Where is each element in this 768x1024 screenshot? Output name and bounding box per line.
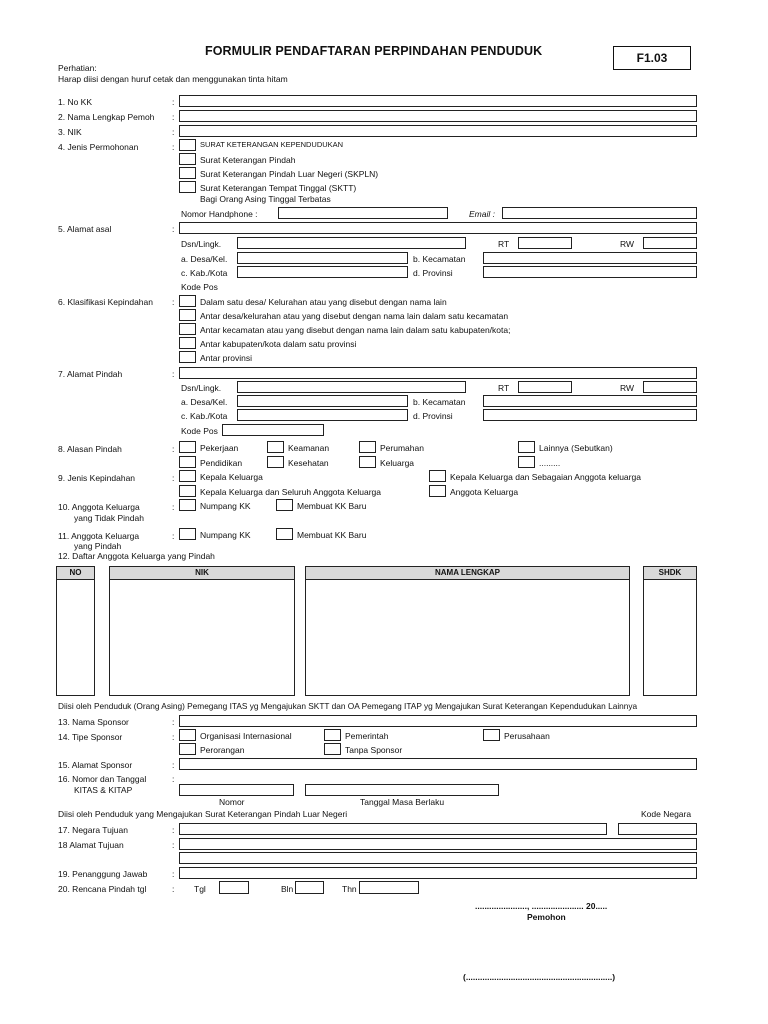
thn-label: Thn [342, 884, 357, 894]
provinsi-label: d. Provinsi [413, 268, 453, 278]
tanggal-caption: Tanggal Masa Berlaku [360, 797, 445, 807]
colon: : [172, 297, 175, 307]
dsn-label: Dsn/Lingk. [181, 383, 222, 393]
checkbox-tanpa-sponsor[interactable] [324, 743, 341, 755]
colon: : [172, 97, 175, 107]
place-date: ......................, ...................... 20..... [475, 901, 608, 911]
alamat-sponsor-label: 15. Alamat Sponsor [58, 760, 133, 770]
colon: : [172, 884, 175, 894]
kab-label: c. Kab./Kota [181, 411, 228, 421]
checkbox-antar-kabupaten[interactable] [179, 337, 196, 349]
kode-pos-input[interactable] [222, 424, 324, 436]
klasifikasi-label: 6. Klasifikasi Kepindahan [58, 297, 153, 307]
checkbox-dalam-desa[interactable] [179, 295, 196, 307]
option-label: Pendidikan [200, 458, 243, 468]
option-label: Antar desa/kelurahan atau yang disebut dengan nama lain dalam satu kecamatan [200, 311, 509, 321]
kab-label: c. Kab./Kota [181, 268, 228, 278]
option-label: Kesehatan [288, 458, 329, 468]
checkbox-pekerjaan[interactable] [179, 441, 196, 453]
option-label: Perorangan [200, 745, 245, 755]
kode-negara-input[interactable] [618, 823, 697, 835]
dsn-input[interactable] [237, 237, 466, 249]
checkbox-anggota-keluarga[interactable] [429, 485, 446, 497]
table-column-nik[interactable] [109, 580, 295, 696]
option-label: Numpang KK [200, 530, 251, 540]
no-kk-label: 1. No KK [58, 97, 93, 107]
jenis-permohonan-label: 4. Jenis Permohonan [58, 142, 139, 152]
colon: : [172, 774, 175, 784]
rt-input[interactable] [518, 237, 572, 249]
daftar-anggota-label: 12. Daftar Anggota Keluarga yang Pindah [58, 551, 215, 561]
option-label: Dalam satu desa/ Kelurahan atau yang disebut dengan nama lain [200, 297, 447, 307]
bln-input[interactable] [295, 881, 324, 894]
option-sublabel: Bagi Orang Asing Tinggal Terbatas [200, 194, 331, 204]
anggota-tidak-pindah-label-2: yang Tidak Pindah [74, 513, 144, 523]
tgl-input[interactable] [219, 881, 249, 894]
rw-label: RW [620, 239, 635, 249]
kitas-nomor-input[interactable] [179, 784, 294, 796]
option-label: Pemerintah [345, 731, 389, 741]
penanggung-jawab-label: 19. Penanggung Jawab [58, 869, 148, 879]
checkbox-kepala-sebagian[interactable] [429, 470, 446, 482]
dsn-label: Dsn/Lingk. [181, 239, 222, 249]
checkbox-numpang-kk-10[interactable] [179, 499, 196, 511]
kitas-tanggal-input[interactable] [305, 784, 499, 796]
checkbox-numpang-kk-11[interactable] [179, 528, 196, 540]
rt-label: RT [498, 239, 510, 249]
email-label: Email : [469, 209, 495, 219]
pemohon-role: Pemohon [527, 912, 566, 922]
option-dots: ......... [539, 458, 561, 468]
anggota-pindah-label-2: yang Pindah [74, 541, 122, 551]
kab-input[interactable] [237, 409, 408, 421]
alamat-asal-input[interactable] [179, 222, 697, 234]
table-header-no: NO [56, 566, 95, 580]
kecamatan-label: b. Kecamatan [413, 254, 466, 264]
signature-name-line: (..............................................................) [463, 972, 616, 982]
dsn-input[interactable] [237, 381, 466, 393]
option-label: Tanpa Sponsor [345, 745, 403, 755]
option-label: SURAT KETERANGAN KEPENDUDUKAN [200, 140, 344, 149]
table-header-shdk: SHDK [643, 566, 697, 580]
luar-negeri-note: Diisi oleh Penduduk yang Mengajukan Surat Keterangan Pindah Luar Negeri [58, 809, 348, 819]
rencana-pindah-label: 20. Rencana Pindah tgl [58, 884, 147, 894]
desa-input[interactable] [237, 252, 408, 264]
colon: : [172, 732, 175, 742]
checkbox-kepala-keluarga[interactable] [179, 470, 196, 482]
rt-label: RT [498, 383, 510, 393]
handphone-label: Nomor Handphone : [181, 209, 258, 219]
colon: : [172, 760, 175, 770]
option-label: Anggota Keluarga [450, 487, 519, 497]
checkbox-sktt[interactable] [179, 181, 196, 193]
colon: : [172, 444, 175, 454]
alamat-tujuan-input-2[interactable] [179, 852, 697, 864]
sponsor-note: Diisi oleh Penduduk (Orang Asing) Pemegang ITAS yg Mengajukan SKTT dan OA Pemegang ITAP yg Mengajukan Surat Keterangan Kependudukan Lainnya [58, 701, 638, 711]
option-label: Perusahaan [504, 731, 550, 741]
provinsi-label: d. Provinsi [413, 411, 453, 421]
kab-input[interactable] [237, 266, 408, 278]
jenis-kepindahan-label: 9. Jenis Kepindahan [58, 473, 136, 483]
alamat-sponsor-input[interactable] [179, 758, 697, 770]
nama-sponsor-label: 13. Nama Sponsor [58, 717, 129, 727]
option-label: Lainnya (Sebutkan) [539, 443, 613, 453]
nama-sponsor-input[interactable] [179, 715, 697, 727]
tgl-label: Tgl [194, 884, 206, 894]
checkbox-kepala-seluruh[interactable] [179, 485, 196, 497]
checkbox-perorangan[interactable] [179, 743, 196, 755]
email-input[interactable] [502, 207, 697, 219]
desa-label: a. Desa/Kel. [181, 397, 228, 407]
nik-input[interactable] [179, 125, 697, 137]
checkbox-pendidikan[interactable] [179, 456, 196, 468]
colon: : [172, 869, 175, 879]
nama-pemohon-label: 2. Nama Lengkap Pemoh [58, 112, 155, 122]
kode-pos-label: Kode Pos [181, 426, 218, 436]
anggota-pindah-label: 11. Anggota Keluarga [58, 531, 140, 541]
option-label: Perumahan [380, 443, 424, 453]
checkbox-lainnya[interactable] [518, 441, 535, 453]
option-label: Kepala Keluarga dan Sebagaian Anggota keluarga [450, 472, 641, 482]
checkbox-sk-pindah[interactable] [179, 153, 196, 165]
colon: : [172, 224, 175, 234]
option-label: Surat Keterangan Pindah Luar Negeri (SKPLN) [200, 169, 379, 179]
colon: : [172, 369, 175, 379]
checkbox-antar-kecamatan[interactable] [179, 323, 196, 335]
desa-input[interactable] [237, 395, 408, 407]
anggota-tidak-pindah-label: 10. Anggota Keluarga [58, 502, 140, 512]
option-label: Organisasi Internasional [200, 731, 292, 741]
nama-pemohon-input[interactable] [179, 110, 697, 122]
colon: : [172, 717, 175, 727]
kode-negara-label: Kode Negara [641, 809, 692, 819]
rw-input[interactable] [643, 381, 697, 393]
checkbox-sk-kependudukan[interactable] [179, 139, 196, 151]
option-label: Antar provinsi [200, 353, 252, 363]
colon: : [172, 502, 175, 512]
alasan-label: 8. Alasan Pindah [58, 444, 122, 454]
alamat-tujuan-label: 18 Alamat Tujuan [58, 840, 124, 850]
alamat-pindah-label: 7. Alamat Pindah [58, 369, 123, 379]
option-label: Pekerjaan [200, 443, 239, 453]
nomor-tanggal-label-2: KITAS & KITAP [74, 785, 133, 795]
table-column-nama[interactable] [305, 580, 630, 696]
option-label: Surat Keterangan Pindah [200, 155, 296, 165]
kode-pos-label: Kode Pos [181, 282, 218, 292]
negara-tujuan-label: 17. Negara Tujuan [58, 825, 128, 835]
kecamatan-label: b. Kecamatan [413, 397, 466, 407]
checkbox-lainnya-2[interactable] [518, 456, 535, 468]
checkbox-antar-provinsi[interactable] [179, 351, 196, 363]
option-label: Antar kabupaten/kota dalam satu provinsi [200, 339, 357, 349]
notice-text: Harap diisi dengan huruf cetak dan menggunakan tinta hitam [58, 74, 288, 84]
option-label: Numpang KK [200, 501, 251, 511]
rt-input[interactable] [518, 381, 572, 393]
alamat-pindah-input[interactable] [179, 367, 697, 379]
kecamatan-input[interactable] [483, 252, 697, 264]
nomor-tanggal-label: 16. Nomor dan Tanggal [58, 774, 147, 784]
checkbox-kk-baru-11[interactable] [276, 528, 293, 540]
colon: : [172, 531, 175, 541]
checkbox-keamanan[interactable] [267, 441, 284, 453]
thn-input[interactable] [359, 881, 419, 894]
checkbox-perumahan[interactable] [359, 441, 376, 453]
option-label: Membuat KK Baru [297, 501, 367, 511]
rw-input[interactable] [643, 237, 697, 249]
colon: : [172, 825, 175, 835]
checkbox-keluarga[interactable] [359, 456, 376, 468]
checkbox-kesehatan[interactable] [267, 456, 284, 468]
colon: : [172, 112, 175, 122]
penanggung-jawab-input[interactable] [179, 867, 697, 879]
checkbox-organisasi[interactable] [179, 729, 196, 741]
nomor-caption: Nomor [219, 797, 245, 807]
notice-label: Perhatian: [58, 63, 97, 73]
checkbox-antar-desa[interactable] [179, 309, 196, 321]
tipe-sponsor-label: 14. Tipe Sponsor [58, 732, 123, 742]
alamat-tujuan-input[interactable] [179, 838, 697, 850]
checkbox-pemerintah[interactable] [324, 729, 341, 741]
kecamatan-input[interactable] [483, 395, 697, 407]
provinsi-input[interactable] [483, 266, 697, 278]
colon: : [172, 473, 175, 483]
table-header-nama: NAMA LENGKAP [305, 566, 630, 580]
form-title: FORMULIR PENDAFTARAN PERPINDAHAN PENDUDUK [205, 44, 543, 58]
form-code: F1.03 [613, 46, 691, 70]
colon: : [172, 142, 175, 152]
checkbox-kk-baru-10[interactable] [276, 499, 293, 511]
checkbox-skpln[interactable] [179, 167, 196, 179]
option-label: Kepala Keluarga dan Seluruh Anggota Keluarga [200, 487, 382, 497]
table-header-nik: NIK [109, 566, 295, 580]
alamat-asal-label: 5. Alamat asal [58, 224, 112, 234]
option-label: Keluarga [380, 458, 415, 468]
option-label: Kepala Keluarga [200, 472, 263, 482]
desa-label: a. Desa/Kel. [181, 254, 228, 264]
option-label: Antar kecamatan atau yang disebut dengan nama lain dalam satu kabupaten/kota; [200, 325, 511, 335]
provinsi-input[interactable] [483, 409, 697, 421]
checkbox-perusahaan[interactable] [483, 729, 500, 741]
option-label: Surat Keterangan Tempat Tinggal (SKTT) [200, 183, 357, 193]
table-column-no[interactable] [56, 580, 95, 696]
handphone-input[interactable] [278, 207, 448, 219]
bln-label: Bln [281, 884, 294, 894]
negara-tujuan-input[interactable] [179, 823, 607, 835]
colon: : [172, 840, 175, 850]
table-column-shdk[interactable] [643, 580, 697, 696]
no-kk-input[interactable] [179, 95, 697, 107]
option-label: Membuat KK Baru [297, 530, 367, 540]
option-label: Keamanan [288, 443, 330, 453]
nik-label: 3. NIK [58, 127, 82, 137]
rw-label: RW [620, 383, 635, 393]
colon: : [172, 127, 175, 137]
